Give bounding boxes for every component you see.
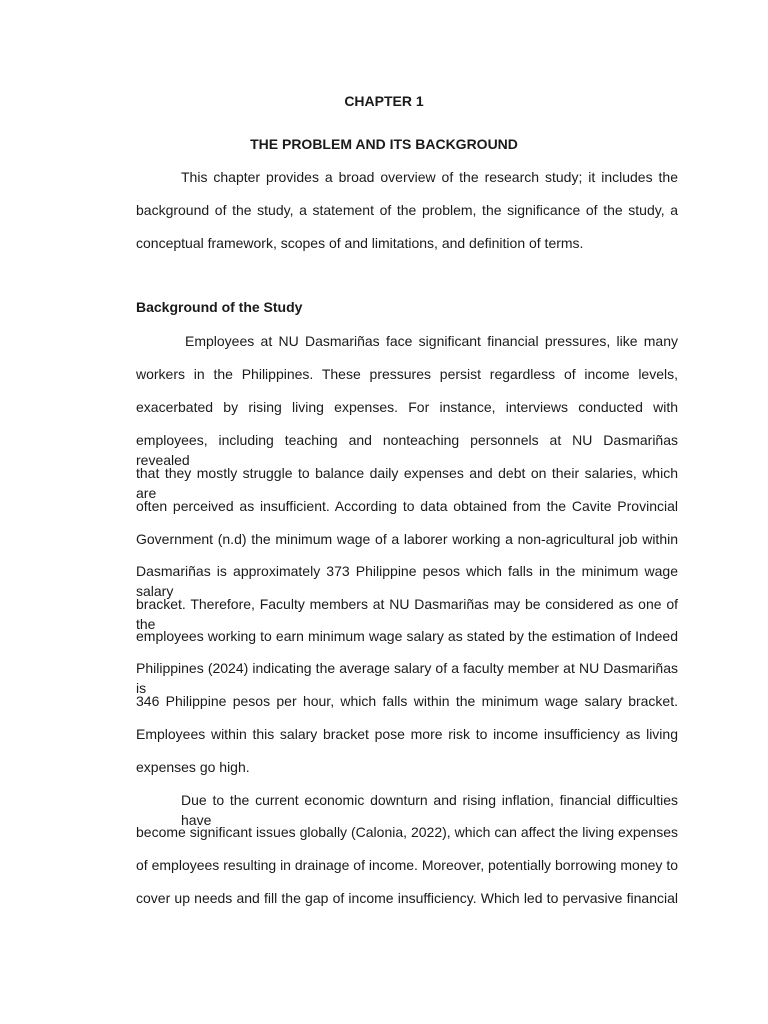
paragraph-line: exacerbated by rising living expenses. For instance, interviews conducted with (136, 399, 678, 415)
paragraph-line: become significant issues globally (Calonia, 2022), which can affect the living expenses (136, 824, 678, 840)
paragraph-line: Due to the current economic downturn and rising inflation, financial difficulties have (181, 792, 678, 828)
paragraph-line: Philippines (2024) indicating the average salary of a faculty member at NU Dasmariñas is (136, 660, 678, 696)
chapter-label: CHAPTER 1 (344, 93, 424, 109)
intro-line: This chapter provides a broad overview of the research study; it includes the (181, 169, 678, 185)
paragraph-line: expenses go high. (136, 759, 250, 775)
paragraph-line: of employees resulting in drainage of income. Moreover, potentially borrowing money to (136, 857, 678, 873)
paragraph-line: often perceived as insufficient. According to data obtained from the Cavite Provincial (136, 498, 678, 514)
paragraph-line: employees, including teaching and nonteaching personnels at NU Dasmariñas revealed (136, 432, 678, 468)
paragraph-line: 346 Philippine pesos per hour, which falls within the minimum wage salary bracket. (136, 693, 678, 709)
paragraph-line: Dasmariñas is approximately 373 Philippine pesos which falls in the minimum wage salary (136, 563, 678, 599)
paragraph-line: bracket. Therefore, Faculty members at NU Dasmariñas may be considered as one of the (136, 596, 678, 632)
intro-line: conceptual framework, scopes of and limitations, and definition of terms. (136, 235, 584, 251)
paragraph-line: Employees at NU Dasmariñas face significant financial pressures, like many (185, 333, 678, 349)
paragraph-line: cover up needs and fill the gap of income insufficiency. Which led to pervasive financial (136, 890, 678, 906)
section-heading: Background of the Study (136, 299, 303, 315)
paragraph-line: Employees within this salary bracket pose more risk to income insufficiency as living (136, 726, 678, 742)
paragraph-line: Government (n.d) the minimum wage of a laborer working a non-agricultural job within (136, 531, 678, 547)
chapter-title: THE PROBLEM AND ITS BACKGROUND (250, 136, 518, 152)
intro-line: background of the study, a statement of the problem, the significance of the study, a (136, 202, 678, 218)
paragraph-line: employees working to earn minimum wage salary as stated by the estimation of Indeed (136, 628, 678, 644)
paragraph-line: that they mostly struggle to balance daily expenses and debt on their salaries, which are (136, 465, 678, 501)
paragraph-line: workers in the Philippines. These pressures persist regardless of income levels, (136, 366, 678, 382)
